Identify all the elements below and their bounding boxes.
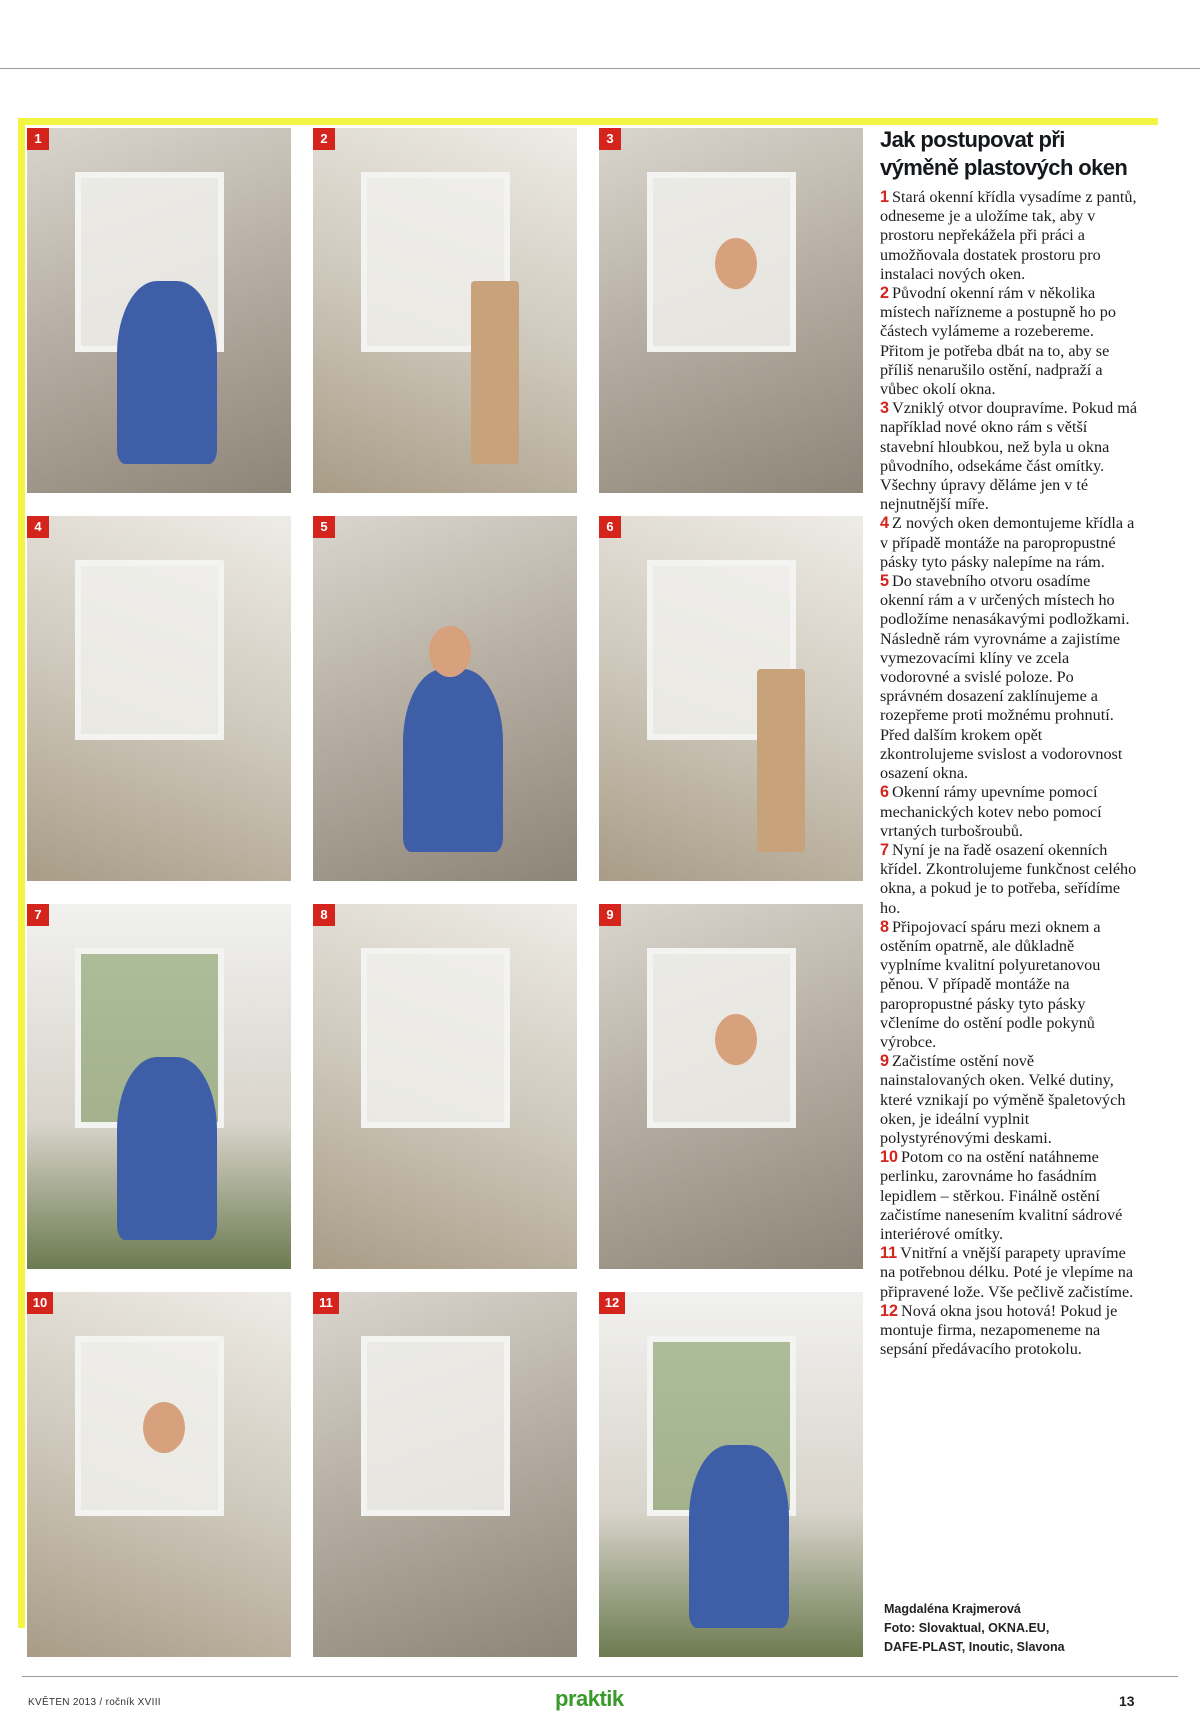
step-text: Původní okenní rám v několika místech nařízneme a postupně ho po částech vylámeme a rozebereme. Přitom je potřeba dbát na to, aby se příliš nenarušilo ostění, nadpraží a vůbec okolí okna. xyxy=(880,284,1116,399)
step-text: Nová okna jsou hotová! Pokud je montuje firma, nezapomeneme na sepsání předávacího protokolu. xyxy=(880,1301,1118,1359)
step-badge: 11 xyxy=(313,1292,339,1314)
page-number: 13 xyxy=(1119,1693,1135,1709)
magazine-logo: praktik xyxy=(555,1686,624,1711)
step-badge: 6 xyxy=(599,516,621,538)
worker-shape xyxy=(403,669,503,852)
step-text: Začistíme ostění nově nainstalovaných oken. Velké dutiny, které vznikají po výměně špaletových oken, je ideální vyplnit polystyrénovými deskami. xyxy=(880,1052,1126,1147)
worker-head-shape xyxy=(429,626,471,677)
photo-step-6 xyxy=(599,516,863,881)
photo-credit: Foto: Slovaktual, OKNA.EU, xyxy=(884,1621,1050,1635)
top-rule xyxy=(0,68,1200,69)
step-paragraph xyxy=(880,918,1138,1052)
highlighter-mark-left xyxy=(18,118,25,1628)
step-text: Nyní je na řadě osazení okenních křídel. Zkontrolujeme funkčnost celého okna, a pokud je to potřeba, seřídíme ho. xyxy=(880,840,1137,917)
step-badge: 9 xyxy=(599,904,621,926)
photo-step-2 xyxy=(313,128,577,493)
step-badge: 5 xyxy=(313,516,335,538)
step-badge: 4 xyxy=(27,516,49,538)
anchor-shape xyxy=(757,669,805,852)
worker-shape xyxy=(117,1057,217,1240)
step-paragraph xyxy=(880,841,1138,918)
step-paragraph xyxy=(880,188,1138,284)
step-paragraph xyxy=(880,1052,1138,1148)
step-number: 2 xyxy=(880,284,890,303)
photo-step-1 xyxy=(27,128,291,493)
tool-shape xyxy=(715,1014,757,1065)
step-text: Z nových oken demontujeme křídla a v případě montáže na paropropustné pásky tyto pásky nalepíme na rám. xyxy=(880,514,1135,571)
photo-credit: DAFE-PLAST, Inoutic, Slavona xyxy=(884,1640,1065,1654)
step-text: Okenní rámy upevníme pomocí mechanických kotev nebo pomocí vrtaných turbošroubů. xyxy=(880,783,1102,840)
step-badge: 3 xyxy=(599,128,621,150)
step-number: 8 xyxy=(880,917,890,936)
window-shape xyxy=(75,560,224,740)
step-paragraph xyxy=(880,514,1138,572)
highlighter-mark-top xyxy=(22,118,1158,125)
step-paragraph xyxy=(880,1148,1138,1244)
worker-shape xyxy=(689,1445,789,1628)
step-number: 4 xyxy=(880,514,890,533)
issue-info: KVĚTEN 2013 / ročník XVIII xyxy=(28,1697,161,1708)
step-text: Vnitřní a vnější parapety upravíme na potřebnou délku. Poté je vlepíme na připravené lože. Vše pečlivě začistíme. xyxy=(880,1244,1134,1301)
step-number: 1 xyxy=(880,188,890,206)
step-number: 12 xyxy=(880,1301,899,1320)
step-paragraph xyxy=(880,1244,1138,1302)
trowel-shape xyxy=(143,1402,185,1453)
bottom-rule xyxy=(22,1676,1178,1677)
photo-step-5 xyxy=(313,516,577,881)
step-badge: 7 xyxy=(27,904,49,926)
step-text: Stará okenní křídla vysadíme z pantů, odneseme je a uložíme tak, aby v prostoru nepřekážela při práci a umožňovala dostatek prostoru pro instalaci nových oken. xyxy=(880,188,1137,283)
tool-shape xyxy=(715,238,757,289)
step-paragraph xyxy=(880,399,1138,514)
photo-step-3 xyxy=(599,128,863,493)
step-badge: 2 xyxy=(313,128,335,150)
photo-step-11 xyxy=(313,1292,577,1657)
step-number: 3 xyxy=(880,399,890,418)
photo-step-10 xyxy=(27,1292,291,1657)
step-paragraph xyxy=(880,572,1138,783)
window-shape xyxy=(361,948,510,1128)
step-number: 7 xyxy=(880,840,890,859)
article-title: Jak postupovat při výměně plastových oken xyxy=(880,127,1128,180)
step-text: Do stavebního otvoru osadíme okenní rám a v určených místech ho podložíme nenasákavými podložkami. Následně rám vyrovnáme a zajistíme vymezovacími klíny ve zcela vodorovné a svislé poloze. Po správném dosazení zaklínujeme a rozepřeme proti možnému prohnutí. Před dalším krokem opět zkontrolujeme svislost a vodorovnost osazení okna. xyxy=(880,572,1130,783)
photo-step-12 xyxy=(599,1292,863,1657)
step-number: 10 xyxy=(880,1148,899,1167)
photo-step-7 xyxy=(27,904,291,1269)
step-badge: 1 xyxy=(27,128,49,150)
step-number: 9 xyxy=(880,1052,890,1071)
photo-step-8 xyxy=(313,904,577,1269)
article-column xyxy=(880,126,1138,1359)
photo-step-9 xyxy=(599,904,863,1269)
step-paragraph xyxy=(880,783,1138,841)
step-text: Potom co na ostění natáhneme perlinku, zarovnáme ho fasádním lepidlem – stěrkou. Finálně ostění začistíme nanesením kvalitní sádrové interiérové omítky. xyxy=(880,1148,1123,1243)
step-badge: 8 xyxy=(313,904,335,926)
step-text: Připojovací spáru mezi oknem a ostěním opatrně, ale důkladně vyplníme kvalitní polyuretanovou pěnou. V případě montáže na paropropustné pásky tyto pásky včleníme do ostění podle pokynů výrobce. xyxy=(880,917,1101,1051)
step-paragraph xyxy=(880,1302,1138,1360)
credits xyxy=(884,1600,1154,1657)
author-credit: Magdaléna Krajmerová xyxy=(884,1602,1021,1616)
photo-step-4 xyxy=(27,516,291,881)
step-badge: 12 xyxy=(599,1292,625,1314)
worker-shape xyxy=(471,281,519,464)
step-number: 6 xyxy=(880,783,890,802)
worker-shape xyxy=(117,281,217,464)
step-number: 5 xyxy=(880,572,890,591)
step-paragraph xyxy=(880,284,1138,399)
step-number: 11 xyxy=(880,1244,898,1263)
step-badge: 10 xyxy=(27,1292,53,1314)
step-text: Vzniklý otvor doupravíme. Pokud má například nové okno rám s větší stavební hloubkou, než byla u okna původního, odsekáme část omítky. Všechny úpravy děláme jen v té nejnutnější míře. xyxy=(880,399,1138,514)
sill-shape xyxy=(361,1336,510,1516)
